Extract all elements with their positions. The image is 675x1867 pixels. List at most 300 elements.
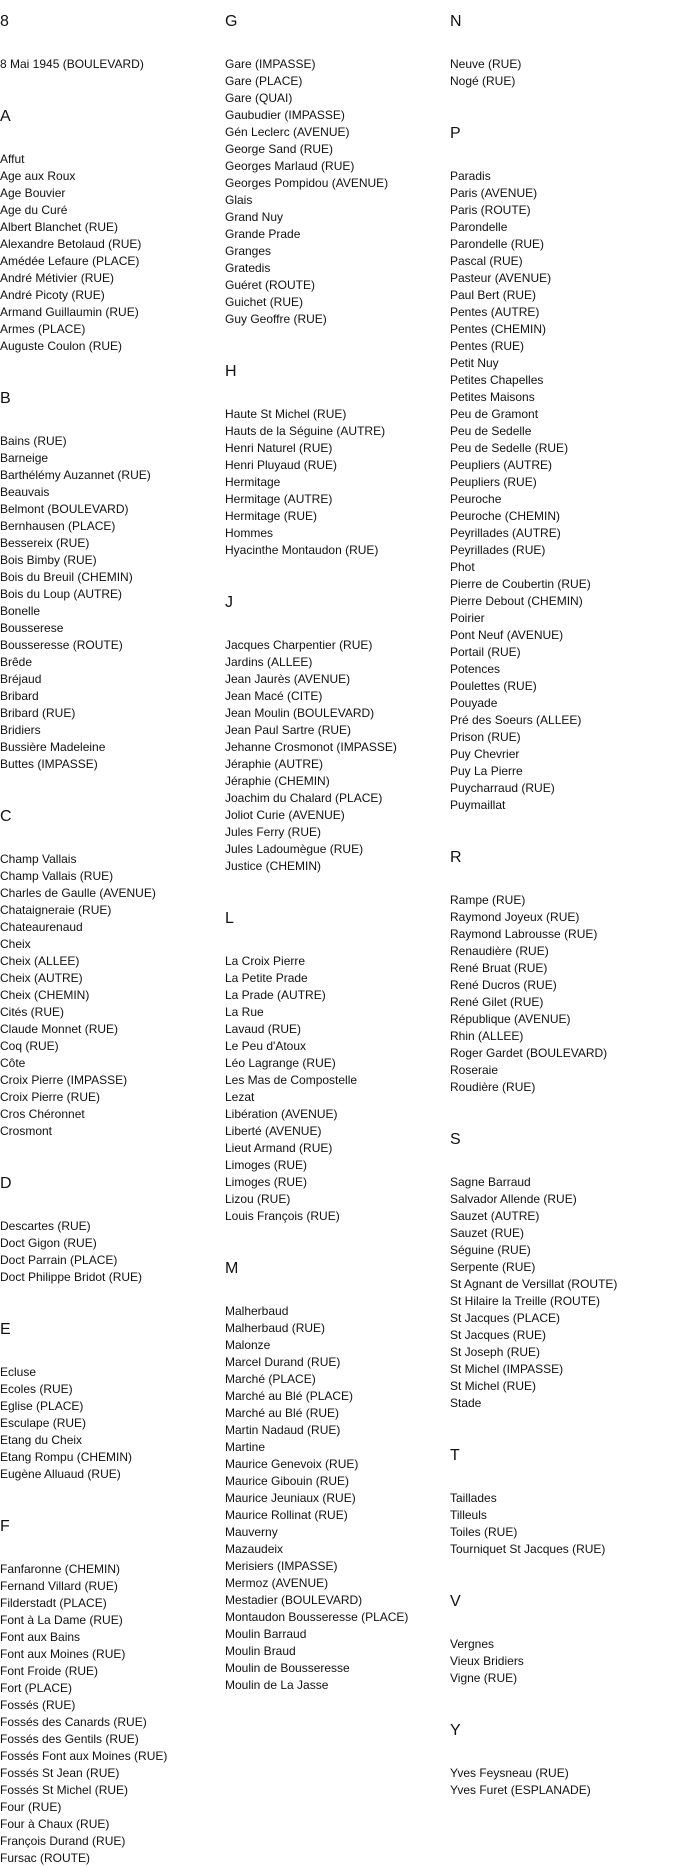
street-entry: François Durand (RUE) bbox=[0, 1834, 126, 1848]
index-column-1 bbox=[0, 12, 225, 1867]
street-entry: Bussière Madeleine bbox=[0, 740, 106, 754]
street-entry: Serpente (RUE) bbox=[450, 1260, 536, 1274]
street-entry: Maurice Genevoix (RUE) bbox=[225, 1457, 359, 1471]
section-letter-heading: Y bbox=[450, 1722, 461, 1739]
street-entry: Libération (AVENUE) bbox=[225, 1107, 338, 1121]
street-entry: Ecoles (RUE) bbox=[0, 1382, 73, 1396]
street-entry: Merisiers (IMPASSE) bbox=[225, 1559, 338, 1573]
street-entry: La Prade (AUTRE) bbox=[225, 988, 326, 1002]
section-letter-heading: A bbox=[0, 108, 11, 125]
street-entry: Marcel Durand (RUE) bbox=[225, 1355, 341, 1369]
street-entry: Font aux Moines (RUE) bbox=[0, 1647, 126, 1661]
street-entry: Claude Monnet (RUE) bbox=[0, 1022, 119, 1036]
street-entry: Limoges (RUE) bbox=[225, 1175, 308, 1189]
street-entry: Hyacinthe Montaudon (RUE) bbox=[225, 543, 379, 557]
letter-section bbox=[450, 1446, 675, 1558]
street-entry: André Picoty (RUE) bbox=[0, 288, 105, 302]
street-entry: Malherbaud bbox=[225, 1304, 289, 1318]
section-gap bbox=[0, 355, 225, 389]
street-entry: Peu de Gramont bbox=[450, 407, 539, 421]
street-entry: Liberté (AVENUE) bbox=[225, 1124, 322, 1138]
street-entry: Four à Chaux (RUE) bbox=[0, 1817, 110, 1831]
section-gap bbox=[450, 1687, 675, 1721]
street-entry: Petit Nuy bbox=[450, 356, 499, 370]
street-entry: George Sand (RUE) bbox=[225, 142, 334, 156]
street-list bbox=[225, 953, 450, 1225]
letter-section bbox=[450, 848, 675, 1096]
street-entry: Les Mas de Compostelle bbox=[225, 1073, 358, 1087]
street-entry: Doct Parrain (PLACE) bbox=[0, 1253, 118, 1267]
street-entry: Renaudière (RUE) bbox=[450, 944, 549, 958]
street-entry: Jean Paul Sartre (RUE) bbox=[225, 723, 352, 737]
street-entry: Phot bbox=[450, 560, 475, 574]
street-entry: Gare (IMPASSE) bbox=[225, 57, 316, 71]
street-entry: Glais bbox=[225, 193, 253, 207]
street-entry: St Agnant de Versillat (ROUTE) bbox=[450, 1277, 618, 1291]
street-entry: Peuroche bbox=[450, 492, 502, 506]
street-entry: Etang du Cheix bbox=[0, 1433, 83, 1447]
section-gap bbox=[0, 1286, 225, 1320]
street-entry: Champ Vallais (RUE) bbox=[0, 869, 114, 883]
street-entry: Buttes (IMPASSE) bbox=[0, 757, 98, 771]
street-entry: Fossés St Jean (RUE) bbox=[0, 1766, 120, 1780]
letter-section bbox=[450, 1592, 675, 1687]
section-letter-heading: C bbox=[0, 808, 12, 825]
street-entry: Fursac (ROUTE) bbox=[0, 1851, 90, 1865]
street-entry: Bousserese bbox=[0, 621, 64, 635]
street-entry: Esculape (RUE) bbox=[0, 1416, 87, 1430]
street-entry: Portail (RUE) bbox=[450, 645, 521, 659]
index-column-3 bbox=[450, 12, 675, 1799]
street-list bbox=[225, 1303, 450, 1694]
street-entry: St Joseph (RUE) bbox=[450, 1345, 541, 1359]
street-entry: 8 Mai 1945 (BOULEVARD) bbox=[0, 57, 144, 71]
street-entry: Puy La Pierre bbox=[450, 764, 523, 778]
street-entry: Pentes (RUE) bbox=[450, 339, 525, 353]
street-entry: Age du Curé bbox=[0, 203, 68, 217]
street-entry: Hermitage (AUTRE) bbox=[225, 492, 333, 506]
street-entry: Age Bouvier bbox=[0, 186, 66, 200]
street-list bbox=[450, 1765, 675, 1799]
letter-section bbox=[225, 909, 450, 1225]
street-entry: Belmont (BOULEVARD) bbox=[0, 502, 129, 516]
street-entry: Toiles (RUE) bbox=[450, 1525, 518, 1539]
street-entry: Stade bbox=[450, 1396, 482, 1410]
section-gap bbox=[0, 1140, 225, 1174]
street-entry: Granges bbox=[225, 244, 272, 258]
street-entry: St Hilaire la Treille (ROUTE) bbox=[450, 1294, 601, 1308]
street-entry: Jéraphie (AUTRE) bbox=[225, 757, 324, 771]
letter-section bbox=[0, 807, 225, 1140]
street-entry: Pasteur (AVENUE) bbox=[450, 271, 552, 285]
street-entry: St Michel (IMPASSE) bbox=[450, 1362, 564, 1376]
street-entry: Armand Guillaumin (RUE) bbox=[0, 305, 139, 319]
street-entry: Jéraphie (CHEMIN) bbox=[225, 774, 330, 788]
section-gap bbox=[450, 90, 675, 124]
letter-section bbox=[225, 12, 450, 328]
street-entry: Tilleuls bbox=[450, 1508, 487, 1522]
street-entry: Beauvais bbox=[0, 485, 50, 499]
street-entry: St Jacques (RUE) bbox=[450, 1328, 547, 1342]
street-entry: Font à La Dame (RUE) bbox=[0, 1613, 123, 1627]
section-gap bbox=[0, 773, 225, 807]
street-entry: Bois du Breuil (CHEMIN) bbox=[0, 570, 133, 584]
street-entry: Prison (RUE) bbox=[450, 730, 521, 744]
street-entry: Brêde bbox=[0, 655, 33, 669]
street-entry: Maurice Rollinat (RUE) bbox=[225, 1508, 348, 1522]
street-entry: Jardins (ALLEE) bbox=[225, 655, 313, 669]
street-entry: Gare (PLACE) bbox=[225, 74, 303, 88]
street-entry: René Gilet (RUE) bbox=[450, 995, 544, 1009]
street-entry: Yves Feysneau (RUE) bbox=[450, 1766, 569, 1780]
street-entry: St Michel (RUE) bbox=[450, 1379, 537, 1393]
street-entry: Malonze bbox=[225, 1338, 271, 1352]
street-entry: Raymond Joyeux (RUE) bbox=[450, 910, 580, 924]
street-entry: Croix Pierre (RUE) bbox=[0, 1090, 101, 1104]
street-entry: Puy Chevrier bbox=[450, 747, 520, 761]
street-entry: Marché au Blé (PLACE) bbox=[225, 1389, 354, 1403]
street-entry: Marché (PLACE) bbox=[225, 1372, 316, 1386]
street-entry: Bessereix (RUE) bbox=[0, 536, 90, 550]
letter-section bbox=[0, 1517, 225, 1867]
street-entry: Doct Philippe Bridot (RUE) bbox=[0, 1270, 143, 1284]
street-entry: Le Peu d'Atoux bbox=[225, 1039, 307, 1053]
street-entry: Joachim du Chalard (PLACE) bbox=[225, 791, 383, 805]
street-entry: Alexandre Betolaud (RUE) bbox=[0, 237, 142, 251]
street-list bbox=[0, 851, 225, 1140]
street-entry: Louis François (RUE) bbox=[225, 1209, 340, 1223]
street-entry: Auguste Coulon (RUE) bbox=[0, 339, 123, 353]
street-entry: Four (RUE) bbox=[0, 1800, 62, 1814]
street-entry: Grande Prade bbox=[225, 227, 301, 241]
street-entry: Jean Jaurès (AVENUE) bbox=[225, 672, 351, 686]
street-entry: Taillades bbox=[450, 1491, 497, 1505]
section-letter-heading: J bbox=[225, 594, 233, 611]
section-gap bbox=[225, 875, 450, 909]
street-entry: Paris (ROUTE) bbox=[450, 203, 531, 217]
street-entry: Lavaud (RUE) bbox=[225, 1022, 302, 1036]
street-entry: Haute St Michel (RUE) bbox=[225, 407, 347, 421]
street-entry: Joliot Curie (AVENUE) bbox=[225, 808, 345, 822]
street-entry: Chateaurenaud bbox=[0, 920, 83, 934]
street-entry: Peupliers (AUTRE) bbox=[450, 458, 553, 472]
letter-section bbox=[450, 124, 675, 814]
letter-section bbox=[0, 12, 225, 73]
street-list bbox=[225, 56, 450, 328]
street-entry: Eugène Alluaud (RUE) bbox=[0, 1467, 121, 1481]
letter-section bbox=[225, 593, 450, 875]
street-entry: Neuve (RUE) bbox=[450, 57, 522, 71]
street-entry: Filderstadt (PLACE) bbox=[0, 1596, 107, 1610]
street-entry: Gén Leclerc (AVENUE) bbox=[225, 125, 350, 139]
street-entry: Pierre Debout (CHEMIN) bbox=[450, 594, 583, 608]
street-entry: Petites Maisons bbox=[450, 390, 535, 404]
letter-section bbox=[225, 362, 450, 559]
street-entry: Bernhausen (PLACE) bbox=[0, 519, 116, 533]
street-entry: Bribard bbox=[0, 689, 39, 703]
street-entry: Fernand Villard (RUE) bbox=[0, 1579, 118, 1593]
index-column-2 bbox=[225, 12, 450, 1694]
street-entry: Martin Nadaud (RUE) bbox=[225, 1423, 341, 1437]
street-entry: Descartes (RUE) bbox=[0, 1219, 91, 1233]
street-entry: La Petite Prade bbox=[225, 971, 308, 985]
street-entry: Sagne Barraud bbox=[450, 1175, 531, 1189]
street-entry: Pouyade bbox=[450, 696, 498, 710]
section-letter-heading: P bbox=[450, 125, 461, 142]
street-entry: Grand Nuy bbox=[225, 210, 284, 224]
street-entry: Peupliers (RUE) bbox=[450, 475, 537, 489]
letter-section bbox=[450, 1130, 675, 1412]
section-gap bbox=[450, 1096, 675, 1130]
street-entry: Fossés Font aux Moines (RUE) bbox=[0, 1749, 168, 1763]
street-entry: Doct Gigon (RUE) bbox=[0, 1236, 97, 1250]
street-list bbox=[225, 637, 450, 875]
street-entry: Henri Pluyaud (RUE) bbox=[225, 458, 338, 472]
letter-section bbox=[0, 107, 225, 355]
street-entry: Charles de Gaulle (AVENUE) bbox=[0, 886, 156, 900]
street-entry: Peu de Sedelle (RUE) bbox=[450, 441, 569, 455]
street-entry: Peu de Sedelle bbox=[450, 424, 532, 438]
street-entry: Champ Vallais bbox=[0, 852, 77, 866]
street-entry: Parondelle bbox=[450, 220, 508, 234]
street-entry: Eglise (PLACE) bbox=[0, 1399, 84, 1413]
street-entry: Pentes (AUTRE) bbox=[450, 305, 540, 319]
street-entry: Amédée Lefaure (PLACE) bbox=[0, 254, 140, 268]
street-entry: Limoges (RUE) bbox=[225, 1158, 308, 1172]
street-entry: Peyrillades (AUTRE) bbox=[450, 526, 561, 540]
street-entry: Vieux Bridiers bbox=[450, 1654, 524, 1668]
street-entry: Guy Geoffre (RUE) bbox=[225, 312, 327, 326]
street-entry: Vigne (RUE) bbox=[450, 1671, 518, 1685]
street-entry: Côte bbox=[0, 1056, 26, 1070]
street-entry: Martine bbox=[225, 1440, 266, 1454]
street-entry: Affut bbox=[0, 152, 25, 166]
street-entry: Montaudon Bousseresse (PLACE) bbox=[225, 1610, 409, 1624]
street-entry: Albert Blanchet (RUE) bbox=[0, 220, 119, 234]
street-entry: René Ducros (RUE) bbox=[450, 978, 557, 992]
street-entry: Fossés des Gentils (RUE) bbox=[0, 1732, 139, 1746]
street-list bbox=[0, 56, 225, 73]
street-list bbox=[0, 1218, 225, 1286]
street-entry: Bains (RUE) bbox=[0, 434, 67, 448]
street-entry: Jules Ferry (RUE) bbox=[225, 825, 322, 839]
letter-section bbox=[450, 1721, 675, 1799]
street-entry: Barneige bbox=[0, 451, 49, 465]
section-letter-heading: L bbox=[225, 910, 234, 927]
street-entry: Sauzet (AUTRE) bbox=[450, 1209, 540, 1223]
street-entry: Armes (PLACE) bbox=[0, 322, 86, 336]
section-gap bbox=[225, 559, 450, 593]
street-entry: André Métivier (RUE) bbox=[0, 271, 115, 285]
street-entry: Yves Furet (ESPLANADE) bbox=[450, 1783, 591, 1797]
street-entry: Poirier bbox=[450, 611, 485, 625]
street-entry: Justice (CHEMIN) bbox=[225, 859, 322, 873]
street-entry: Bridiers bbox=[0, 723, 41, 737]
street-entry: Font aux Bains bbox=[0, 1630, 81, 1644]
section-letter-heading: G bbox=[225, 13, 238, 30]
street-entry: Georges Pompidou (AVENUE) bbox=[225, 176, 389, 190]
section-gap bbox=[0, 1483, 225, 1517]
street-entry: Potences bbox=[450, 662, 501, 676]
street-entry: Rhin (ALLEE) bbox=[450, 1029, 524, 1043]
street-entry: Chataigneraie (RUE) bbox=[0, 903, 112, 917]
street-entry: Jean Moulin (BOULEVARD) bbox=[225, 706, 375, 720]
street-list bbox=[450, 892, 675, 1096]
street-entry: Marché au Blé (RUE) bbox=[225, 1406, 340, 1420]
street-entry: Mestadier (BOULEVARD) bbox=[225, 1593, 363, 1607]
street-entry: Léo Lagrange (RUE) bbox=[225, 1056, 336, 1070]
section-letter-heading: T bbox=[450, 1447, 460, 1464]
section-letter-heading: V bbox=[450, 1593, 461, 1610]
street-entry: Parondelle (RUE) bbox=[450, 237, 545, 251]
street-entry: Georges Marlaud (RUE) bbox=[225, 159, 355, 173]
section-letter-heading: S bbox=[450, 1131, 461, 1148]
street-entry: Mauverny bbox=[225, 1525, 278, 1539]
street-entry: Hermitage bbox=[225, 475, 281, 489]
street-entry: Bois Bimby (RUE) bbox=[0, 553, 97, 567]
street-entry: Fossés St Michel (RUE) bbox=[0, 1783, 129, 1797]
street-entry: Ecluse bbox=[0, 1365, 37, 1379]
street-list bbox=[0, 1561, 225, 1867]
street-entry: Pascal (RUE) bbox=[450, 254, 523, 268]
street-entry: Raymond Labrousse (RUE) bbox=[450, 927, 598, 941]
street-entry: Lieut Armand (RUE) bbox=[225, 1141, 333, 1155]
street-entry: Roudière (RUE) bbox=[450, 1080, 536, 1094]
section-letter-heading: M bbox=[225, 1260, 239, 1277]
street-entry: Moulin de La Jasse bbox=[225, 1678, 329, 1692]
street-entry: Fanfaronne (CHEMIN) bbox=[0, 1562, 121, 1576]
street-entry: La Rue bbox=[225, 1005, 264, 1019]
letter-section bbox=[0, 1320, 225, 1483]
street-entry: Bréjaud bbox=[0, 672, 42, 686]
street-entry: Poulettes (RUE) bbox=[450, 679, 537, 693]
section-gap bbox=[450, 814, 675, 848]
section-letter-heading: H bbox=[225, 363, 237, 380]
letter-section bbox=[450, 12, 675, 90]
street-entry: Fort (PLACE) bbox=[0, 1681, 73, 1695]
street-entry: Mermoz (AVENUE) bbox=[225, 1576, 329, 1590]
street-entry: René Bruat (RUE) bbox=[450, 961, 548, 975]
street-entry: Gaubudier (IMPASSE) bbox=[225, 108, 345, 122]
section-letter-heading: F bbox=[0, 1518, 10, 1535]
street-entry: Jules Ladoumègue (RUE) bbox=[225, 842, 364, 856]
section-letter-heading: B bbox=[0, 390, 11, 407]
street-entry: La Croix Pierre bbox=[225, 954, 306, 968]
section-letter-heading: E bbox=[0, 1321, 11, 1338]
letter-section bbox=[225, 1259, 450, 1694]
street-entry: Guéret (ROUTE) bbox=[225, 278, 316, 292]
street-entry: Cheix (CHEMIN) bbox=[0, 988, 90, 1002]
street-entry: Gare (QUAI) bbox=[225, 91, 293, 105]
section-gap bbox=[450, 1558, 675, 1592]
street-entry: Séguine (RUE) bbox=[450, 1243, 531, 1257]
street-entry: Roger Gardet (BOULEVARD) bbox=[450, 1046, 608, 1060]
street-entry: Bonelle bbox=[0, 604, 41, 618]
street-list bbox=[450, 56, 675, 90]
street-entry: Pierre de Coubertin (RUE) bbox=[450, 577, 591, 591]
street-entry: Paul Bert (RUE) bbox=[450, 288, 537, 302]
section-letter-heading: D bbox=[0, 1175, 12, 1192]
street-entry: Bousseresse (ROUTE) bbox=[0, 638, 123, 652]
street-list bbox=[225, 406, 450, 559]
letter-section bbox=[0, 1174, 225, 1286]
street-entry: Paradis bbox=[450, 169, 491, 183]
street-entry: Tourniquet St Jacques (RUE) bbox=[450, 1542, 606, 1556]
street-entry: Petites Chapelles bbox=[450, 373, 544, 387]
street-entry: Sauzet (RUE) bbox=[450, 1226, 525, 1240]
street-entry: Puycharraud (RUE) bbox=[450, 781, 555, 795]
section-letter-heading: 8 bbox=[0, 13, 9, 30]
street-entry: Jean Macé (CITE) bbox=[225, 689, 323, 703]
section-gap bbox=[0, 73, 225, 107]
street-entry: Cités (RUE) bbox=[0, 1005, 65, 1019]
street-entry: Bribard (RUE) bbox=[0, 706, 76, 720]
street-entry: Etang Rompu (CHEMIN) bbox=[0, 1450, 133, 1464]
street-entry: Age aux Roux bbox=[0, 169, 76, 183]
street-entry: Hermitage (RUE) bbox=[225, 509, 318, 523]
street-entry: Croix Pierre (IMPASSE) bbox=[0, 1073, 128, 1087]
street-entry: Crosmont bbox=[0, 1124, 53, 1138]
street-entry: Cheix (ALLEE) bbox=[0, 954, 80, 968]
street-entry: Fossés des Canards (RUE) bbox=[0, 1715, 147, 1729]
street-entry: Salvador Allende (RUE) bbox=[450, 1192, 577, 1206]
section-letter-heading: R bbox=[450, 849, 462, 866]
street-entry: Vergnes bbox=[450, 1637, 495, 1651]
street-entry: Maurice Jeuniaux (RUE) bbox=[225, 1491, 356, 1505]
street-list bbox=[450, 1174, 675, 1412]
section-gap bbox=[225, 1225, 450, 1259]
street-entry: Malherbaud (RUE) bbox=[225, 1321, 326, 1335]
section-gap bbox=[225, 328, 450, 362]
street-entry: Gratedis bbox=[225, 261, 271, 275]
street-entry: Pentes (CHEMIN) bbox=[450, 322, 547, 336]
street-entry: Mazaudeix bbox=[225, 1542, 284, 1556]
street-list bbox=[450, 1636, 675, 1687]
street-entry: Henri Naturel (RUE) bbox=[225, 441, 333, 455]
street-entry: Font Froide (RUE) bbox=[0, 1664, 99, 1678]
street-entry: Roseraie bbox=[450, 1063, 499, 1077]
street-entry: Paris (AVENUE) bbox=[450, 186, 538, 200]
street-list bbox=[0, 151, 225, 355]
street-entry: Pont Neuf (AVENUE) bbox=[450, 628, 564, 642]
street-entry: Moulin de Bousseresse bbox=[225, 1661, 350, 1675]
street-entry: Hauts de la Séguine (AUTRE) bbox=[225, 424, 386, 438]
section-letter-heading: N bbox=[450, 13, 462, 30]
street-entry: Fossés (RUE) bbox=[0, 1698, 76, 1712]
street-entry: St Jacques (PLACE) bbox=[450, 1311, 561, 1325]
street-entry: Rampe (RUE) bbox=[450, 893, 526, 907]
street-entry: Cheix bbox=[0, 937, 31, 951]
street-entry: Lezat bbox=[225, 1090, 255, 1104]
street-entry: Peyrillades (RUE) bbox=[450, 543, 546, 557]
street-list bbox=[450, 168, 675, 814]
street-entry: Moulin Braud bbox=[225, 1644, 296, 1658]
street-entry: Bois du Loup (AUTRE) bbox=[0, 587, 123, 601]
street-list bbox=[450, 1490, 675, 1558]
street-entry: Puymaillat bbox=[450, 798, 506, 812]
street-entry: Pré des Soeurs (ALLEE) bbox=[450, 713, 582, 727]
street-entry: Jacques Charpentier (RUE) bbox=[225, 638, 373, 652]
street-entry: Maurice Gibouin (RUE) bbox=[225, 1474, 350, 1488]
street-entry: Peuroche (CHEMIN) bbox=[450, 509, 561, 523]
street-entry: Hommes bbox=[225, 526, 274, 540]
street-entry: Guichet (RUE) bbox=[225, 295, 304, 309]
street-list bbox=[0, 433, 225, 773]
street-entry: Barthélémy Auzannet (RUE) bbox=[0, 468, 151, 482]
street-list bbox=[0, 1364, 225, 1483]
street-entry: Coq (RUE) bbox=[0, 1039, 59, 1053]
street-entry: Moulin Barraud bbox=[225, 1627, 307, 1641]
